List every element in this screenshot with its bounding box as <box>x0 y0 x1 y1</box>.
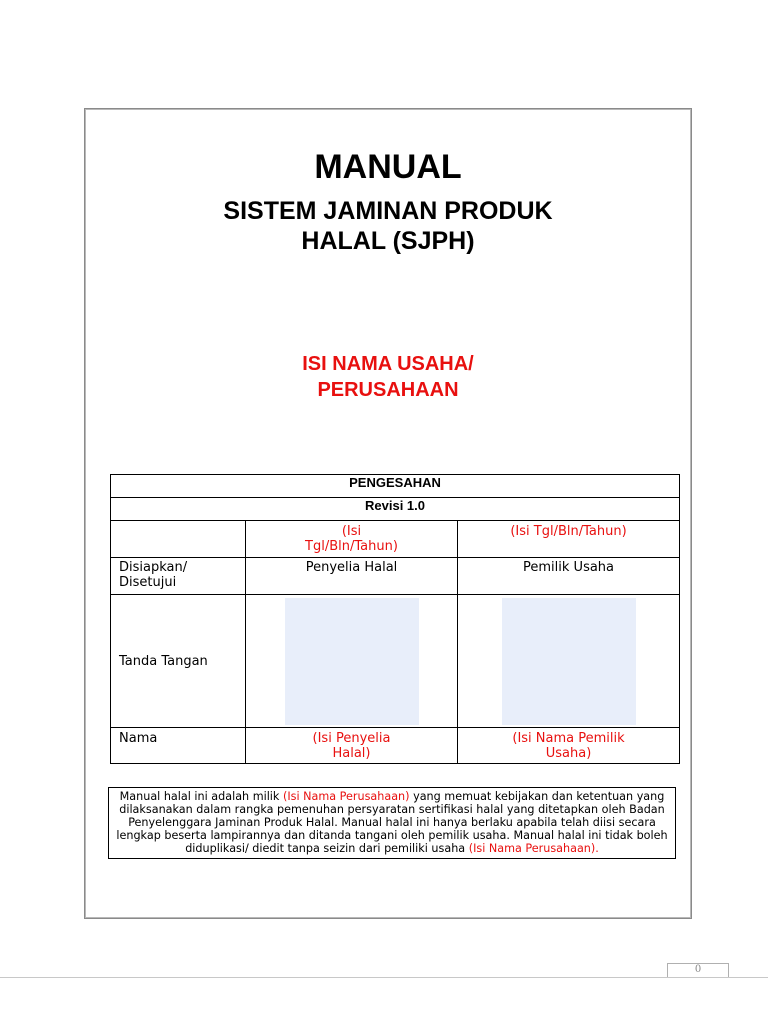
signature-label: Tanda Tangan <box>111 595 246 728</box>
table-row <box>111 595 680 728</box>
revision-label: Revisi 1.0 <box>111 498 680 521</box>
role-right: Pemilik Usaha <box>458 558 680 595</box>
role-left: Penyelia Halal <box>246 558 458 595</box>
empty-cell <box>111 521 246 558</box>
note-company-placeholder-2: (Isi Nama Perusahaan). <box>468 842 599 855</box>
document-subtitle <box>84 196 692 256</box>
prepared-label <box>111 558 246 595</box>
page-number: 0 <box>667 963 729 977</box>
note-text-2: yang memuat kebijakan dan ketentuan yang dilaksanakan dalam rangka pemenuhan persyaratan sertifikasi halal yang ditetapkan oleh Badan Penyelenggara Jaminan Produk Halal. Manual halal ini hanya berlaku apabila telah diisi secara lengkap beserta lampirannya dan ditanda tangani oleh pemilik usaha. Manual halal ini tidak boleh diduplikasi/ diedit tanpa seizin dari pemiliki usaha <box>116 790 668 855</box>
name-left-placeholder[interactable] <box>246 728 458 764</box>
table-row <box>111 498 680 521</box>
table-row <box>111 728 680 764</box>
name-right-line-1: (Isi Nama Pemilik <box>512 731 625 746</box>
prepared-label-line-1: Disiapkan/ <box>119 560 188 575</box>
signature-cell-right <box>458 595 680 728</box>
approval-table <box>110 474 680 764</box>
ownership-note <box>108 787 676 859</box>
date-left-line-2: Tgl/Bln/Tahun) <box>305 539 398 554</box>
footer-divider <box>0 977 768 978</box>
date-left-line-1: (Isi <box>341 524 362 539</box>
note-text-1: Manual halal ini adalah milik <box>119 790 283 803</box>
name-label: Nama <box>111 728 246 764</box>
name-right-line-2: Usaha) <box>545 746 592 761</box>
subtitle-line-2: HALAL (SJPH) <box>301 227 475 255</box>
document-title: MANUAL <box>314 148 462 186</box>
note-company-placeholder-1: (Isi Nama Perusahaan) <box>282 790 410 803</box>
approval-heading: PENGESAHAN <box>111 475 680 498</box>
table-row <box>111 521 680 558</box>
signature-field-left[interactable] <box>285 598 419 725</box>
signature-field-right[interactable] <box>502 598 636 725</box>
name-left-line-1: (Isi Penyelia <box>312 731 391 746</box>
signature-cell-left <box>246 595 458 728</box>
name-left-line-2: Halal) <box>332 746 371 761</box>
date-left-placeholder[interactable] <box>246 521 458 558</box>
company-line-1: ISI NAMA USAHA/ <box>302 353 474 375</box>
name-right-placeholder[interactable] <box>458 728 680 764</box>
company-name-placeholder <box>84 351 692 403</box>
prepared-label-line-2: Disetujui <box>119 575 177 590</box>
subtitle-line-1: SISTEM JAMINAN PRODUK <box>223 197 553 225</box>
table-row <box>111 475 680 498</box>
company-line-2: PERUSAHAAN <box>317 379 459 401</box>
table-row <box>111 558 680 595</box>
date-right-placeholder[interactable]: (Isi Tgl/Bln/Tahun) <box>458 521 680 558</box>
